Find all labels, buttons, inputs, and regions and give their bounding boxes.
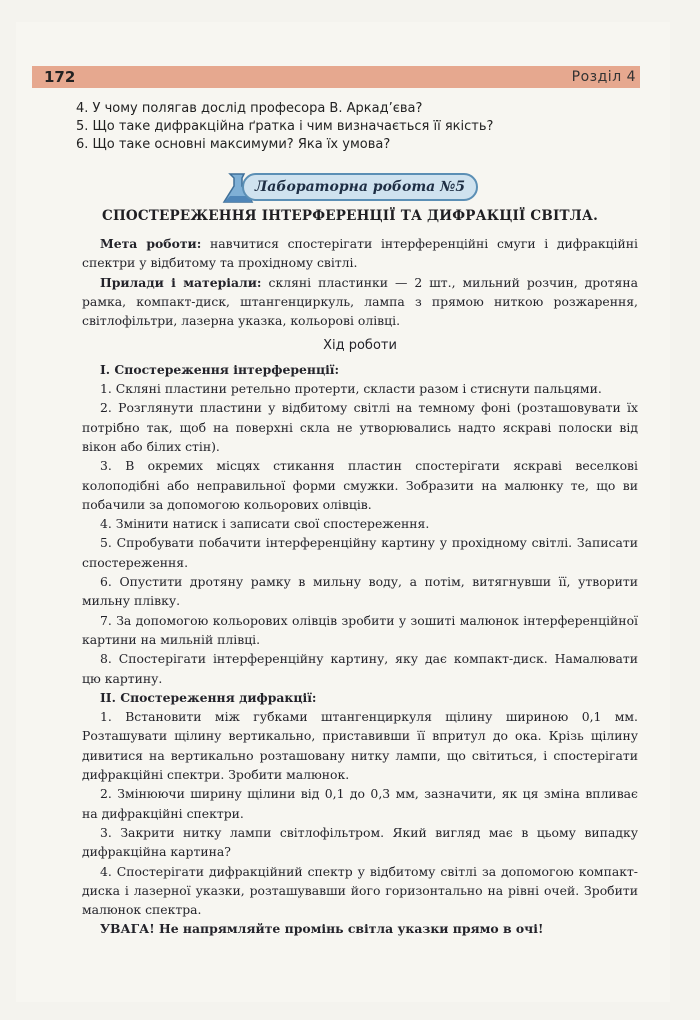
step-item: 3. Закрити нитку лампи світлофільтром. Який вигляд має в цьому випадку дифракційна картина? bbox=[82, 824, 638, 860]
page-number: 172 bbox=[44, 68, 76, 86]
question-item: 4. У чому полягав дослід професора В. Аркад’єва? bbox=[76, 101, 423, 116]
step-item: 8. Спостерігати інтерференційну картину, яку дає компакт-диск. Намалювати цю картину. bbox=[82, 651, 638, 686]
review-questions bbox=[76, 100, 636, 154]
lab-badge bbox=[220, 168, 482, 208]
part2-heading: ІІ. Спостереження дифракції: bbox=[100, 689, 317, 705]
step-item: 5. Спробувати побачити інтерференційну картину у прохідному світлі. Записати спостереження. bbox=[82, 535, 638, 570]
lab-body bbox=[82, 234, 638, 939]
section-label: Розділ 4 bbox=[571, 69, 636, 85]
lab-label: Лабораторна робота №5 bbox=[242, 173, 478, 201]
warning-text: УВАГА! Не напрямляйте промінь світла указки прямо в очі! bbox=[100, 921, 544, 937]
step-item: 1. Скляні пластини ретельно протерти, скласти разом і стиснути пальцями. bbox=[100, 381, 602, 397]
materials-label: Прилади і матеріали: bbox=[100, 274, 262, 290]
step-item: 4. Спостерігати дифракційний спектр у відбитому світлі за допомогою компакт-диска і лазерної указки, розташувавши його горизонтально на рівні очей. Зробити малюнок спектра. bbox=[82, 863, 638, 918]
materials-text: скляні пластинки — 2 шт., мильний розчин, дротяна рамка, компакт-диск, штангенциркуль, лампа з прямою ниткою розжарення, світлофільтри, лазерна указка, кольорові олівці. bbox=[82, 274, 638, 329]
goal-paragraph bbox=[82, 234, 638, 273]
step-item: 4. Змінити натиск і записати свої спостереження. bbox=[100, 516, 430, 532]
step-item: 2. Розглянути пластини у відбитому світлі на темному фоні (розташовувати їх потрібно так, щоб на поверхні скла не утворювались надто яскраві полоски від вікон або білих стін). bbox=[82, 400, 638, 454]
step-item: 7. За допомогою кольорових олівців зробити у зошиті малюнок інтерференційної картини на мильній плівці. bbox=[82, 612, 638, 647]
question-item: 5. Що таке дифракційна ґратка і чим визначається її якість? bbox=[76, 119, 494, 134]
page-title: СПОСТЕРЕЖЕННЯ ІНТЕРФЕРЕНЦІЇ ТА ДИФРАКЦІЇ СВІТЛА. bbox=[102, 208, 598, 224]
step-item: 2. Змінюючи ширину щілини від 0,1 до 0,3 мм, зазначити, як ця зміна впливає на дифракційні спектри. bbox=[82, 786, 638, 821]
step-item: 3. В окремих місцях стикання пластин спостерігати яскраві веселкові колоподібні або неправильної форми смужки. Зобразити на малюнку те, що ви побачили за допомогою кольорових олівців. bbox=[82, 458, 638, 512]
step-item: 1. Встановити між губками штангенциркуля щілину шириною 0,1 мм. Розташувати щілину вертикально, приставивши її впритул до ока. Крізь щілину дивитися на вертикально розташовану нитку лампи, що світиться, і спостерігати дифракційні спектри. Зробити малюнок. bbox=[82, 709, 638, 783]
materials-paragraph bbox=[82, 273, 638, 331]
question-item: 6. Що таке основні максимуми? Яка їх умова? bbox=[76, 137, 391, 152]
goal-text: навчитися спостерігати інтерференційні смуги і дифракційні спектри у відбитому та прохідному світлі. bbox=[82, 236, 638, 271]
part1-heading: І. Спостереження інтерференції: bbox=[100, 361, 340, 377]
header-bar bbox=[32, 66, 640, 88]
goal-label: Мета роботи: bbox=[100, 236, 202, 251]
step-item: 6. Опустити дротяну рамку в мильну воду, а потім, витягнувши її, утворити мильну плівку. bbox=[82, 574, 638, 609]
procedure-heading: Хід роботи bbox=[323, 338, 397, 354]
